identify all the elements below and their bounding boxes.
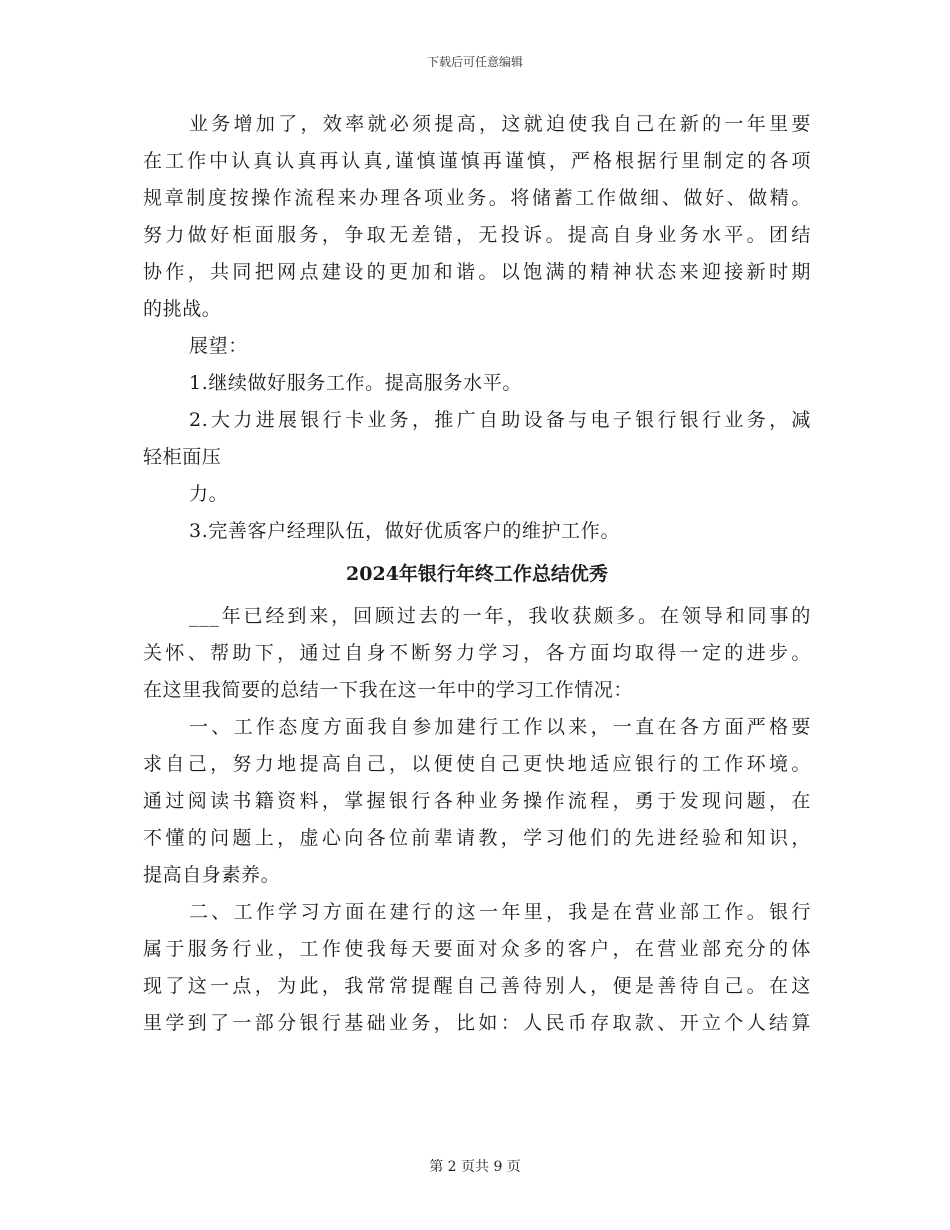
paragraph-line: 现了这一点，为此，我常常提醒自己善待别人，便是善待自己。在这 [143, 975, 811, 997]
paragraph-line: 不懂的问题上，虚心向各位前辈请教，学习他们的先进经验和知识， [143, 827, 811, 849]
paragraph-line: 关怀、帮助下，通过自身不断努力学习，各方面均取得一定的进步。 [143, 642, 811, 664]
paragraph-line: 属于服务行业，工作使我每天要面对众多的客户，在营业部充分的体 [143, 938, 811, 960]
paragraph-line: 通过阅读书籍资料，掌握银行各种业务操作流程，勇于发现问题，在 [143, 790, 811, 812]
paragraph-line: 提高自身素养。 [143, 864, 281, 886]
page-header: 下载后可任意编辑 [426, 55, 523, 69]
paragraph-line: 求自己，努力地提高自己，以便使自己更快地适应银行的工作环境。 [143, 753, 811, 775]
paragraph-line: 在这里我简要的总结一下我在这一年中的学习工作情况： [143, 679, 634, 701]
paragraph-line: 里学到了一部分银行基础业务，比如：人民币存取款、开立个人结算 [143, 1012, 811, 1034]
paragraph-line: 的挑战。 [143, 298, 222, 320]
list-item-continuation: 轻柜面压 [143, 446, 222, 468]
section-label-outlook: 展望： [189, 335, 248, 357]
paragraph-line: 协作，共同把网点建设的更加和谐。以饱满的精神状态来迎接新时期 [143, 261, 811, 283]
paragraph-line: ___年已经到来，回顾过去的一年，我收获颇多。在领导和同事的 [189, 605, 811, 627]
list-item: 3.完善客户经理队伍，做好优质客户的维护工作。 [189, 520, 620, 542]
document-body [143, 106, 811, 1042]
section-title: 2024年银行年终工作总结优秀 [346, 563, 608, 585]
paragraph-line: 努力做好柜面服务，争取无差错，无投诉。提高自身业务水平。团结 [143, 224, 811, 246]
paragraph-line: 业务增加了，效率就必须提高，这就迫使我自己在新的一年里要 [189, 113, 811, 135]
paragraph-line: 二、工作学习方面在建行的这一年里，我是在营业部工作。银行 [189, 901, 811, 923]
page-footer: 第 2 页共 9 页 [429, 1159, 521, 1175]
list-item: 2.大力进展银行卡业务，推广自助设备与电子银行银行业务，减 [189, 409, 811, 431]
list-item-continuation: 力。 [189, 483, 229, 505]
paragraph-line: 规章制度按操作流程来办理各项业务。将储蓄工作做细、做好、做精。 [143, 187, 811, 209]
list-item: 1.继续做好服务工作。提高服务水平。 [189, 372, 522, 394]
paragraph-line: 一、工作态度方面我自参加建行工作以来，一直在各方面严格要 [189, 716, 811, 738]
paragraph-line: 在工作中认真认真再认真,谨慎谨慎再谨慎，严格根据行里制定的各项 [143, 150, 811, 172]
